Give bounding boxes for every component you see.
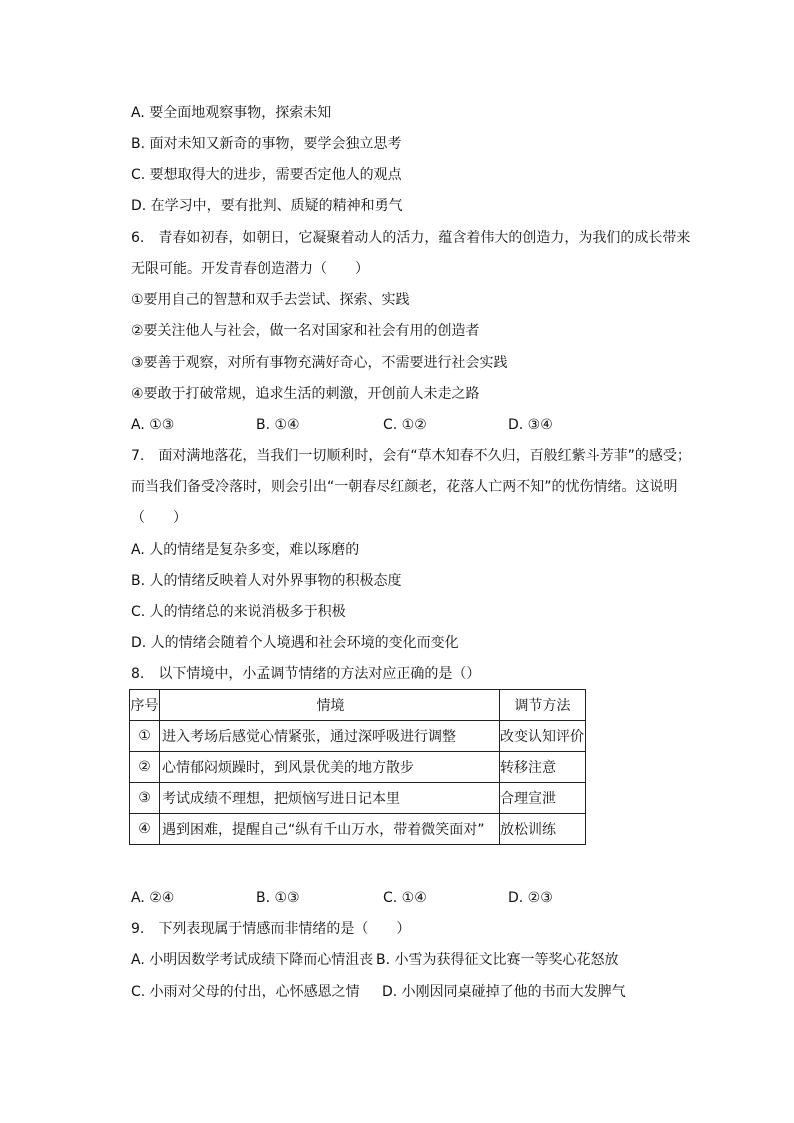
row-situation: 遇到困难，提醒自己“纵有千山万水，带着微笑面对”	[160, 814, 500, 845]
row-method: 改变认知评价	[500, 721, 586, 752]
q6-choice-a: A. ①③	[131, 417, 175, 433]
q9-option-d: D. 小刚因同桌碰掉了他的书而大发脾气	[382, 984, 626, 1000]
row-situation: 进入考场后感觉心情紧张，通过深呼吸进行调整	[160, 721, 500, 752]
q6-stem-line1: 6. 青春如初春，如朝日，它凝聚着动人的活力，蕴含着伟大的创造力，为我们的成长带来	[131, 230, 691, 246]
q9-stem: 9. 下列表现属于情感而非情绪的是（ ）	[131, 921, 411, 937]
q7-option-b: B. 人的情绪反映着人对外界事物的积极态度	[131, 573, 402, 589]
table-row	[130, 721, 586, 752]
q7-stem-line3: （ ）	[131, 510, 187, 526]
row-situation: 心情郁闷烦躁时，到风景优美的地方散步	[160, 752, 500, 783]
q9-option-b: B. 小雪为获得征文比赛一等奖心花怒放	[376, 952, 619, 968]
row-number: ③	[130, 783, 160, 814]
q8-choice-d: D. ②③	[508, 890, 553, 906]
q6-statement-4: ④要敢于打破常规，追求生活的刺激，开创前人未走之路	[131, 386, 480, 402]
q8-choice-b: B. ①③	[256, 890, 300, 906]
q7-option-a: A. 人的情绪是复杂多变，难以琢磨的	[131, 542, 360, 558]
table-header-row	[130, 690, 586, 721]
row-situation: 考试成绩不理想，把烦恼写进日记本里	[160, 783, 500, 814]
q9-option-a: A. 小明因数学考试成绩下降而心情沮丧	[131, 952, 374, 968]
q7-option-c: C. 人的情绪总的来说消极多于积极	[131, 604, 346, 620]
q6-statement-2: ②要关注他人与社会，做一名对国家和社会有用的创造者	[131, 323, 480, 339]
q8-choice-a: A. ②④	[131, 890, 175, 906]
q6-choice-d: D. ③④	[508, 417, 553, 433]
q6-statement-1: ①要用自己的智慧和双手去尝试、探索、实践	[131, 292, 410, 308]
table-row	[130, 814, 586, 845]
q8-stem: 8. 以下情境中，小孟调节情绪的方法对应正确的是（）	[131, 666, 481, 682]
q5-option-d: D. 在学习中，要有批判、质疑的精神和勇气	[131, 198, 403, 214]
header-method: 调节方法	[500, 690, 586, 721]
row-number: ②	[130, 752, 160, 783]
row-number: ④	[130, 814, 160, 845]
q8-table	[129, 689, 586, 845]
q9-option-c: C. 小雨对父母的付出，心怀感恩之情	[131, 984, 360, 1000]
table-row	[130, 783, 586, 814]
q6-stem-line2: 无限可能。开发青春创造潜力（ ）	[131, 261, 369, 277]
row-number: ①	[130, 721, 160, 752]
q6-choice-b: B. ①④	[256, 417, 300, 433]
q7-stem-line2: 而当我们备受冷落时，则会引出“一朝春尽红颜老，花落人亡两不知”的忧伤情绪。这说明	[131, 479, 678, 495]
q8-choice-c: C. ①④	[383, 890, 427, 906]
row-method: 合理宣泄	[500, 783, 586, 814]
q5-option-c: C. 要想取得大的进步，需要否定他人的观点	[131, 167, 402, 183]
q7-option-d: D. 人的情绪会随着个人境遇和社会环境的变化而变化	[131, 635, 459, 651]
header-number: 序号	[130, 690, 160, 721]
table-row	[130, 752, 586, 783]
row-method: 转移注意	[500, 752, 586, 783]
q5-option-a: A. 要全面地观察事物，探索未知	[131, 105, 332, 121]
q6-choice-c: C. ①②	[383, 417, 427, 433]
row-method: 放松训练	[500, 814, 586, 845]
q5-option-b: B. 面对未知又新奇的事物，要学会独立思考	[131, 136, 402, 152]
q7-stem-line1: 7. 面对满地落花，当我们一切顺利时，会有“草木知春不久归，百般红紫斗芳菲”的感受；	[131, 448, 691, 464]
q6-statement-3: ③要善于观察，对所有事物充满好奇心，不需要进行社会实践	[131, 355, 508, 371]
header-situation: 情境	[160, 690, 500, 721]
